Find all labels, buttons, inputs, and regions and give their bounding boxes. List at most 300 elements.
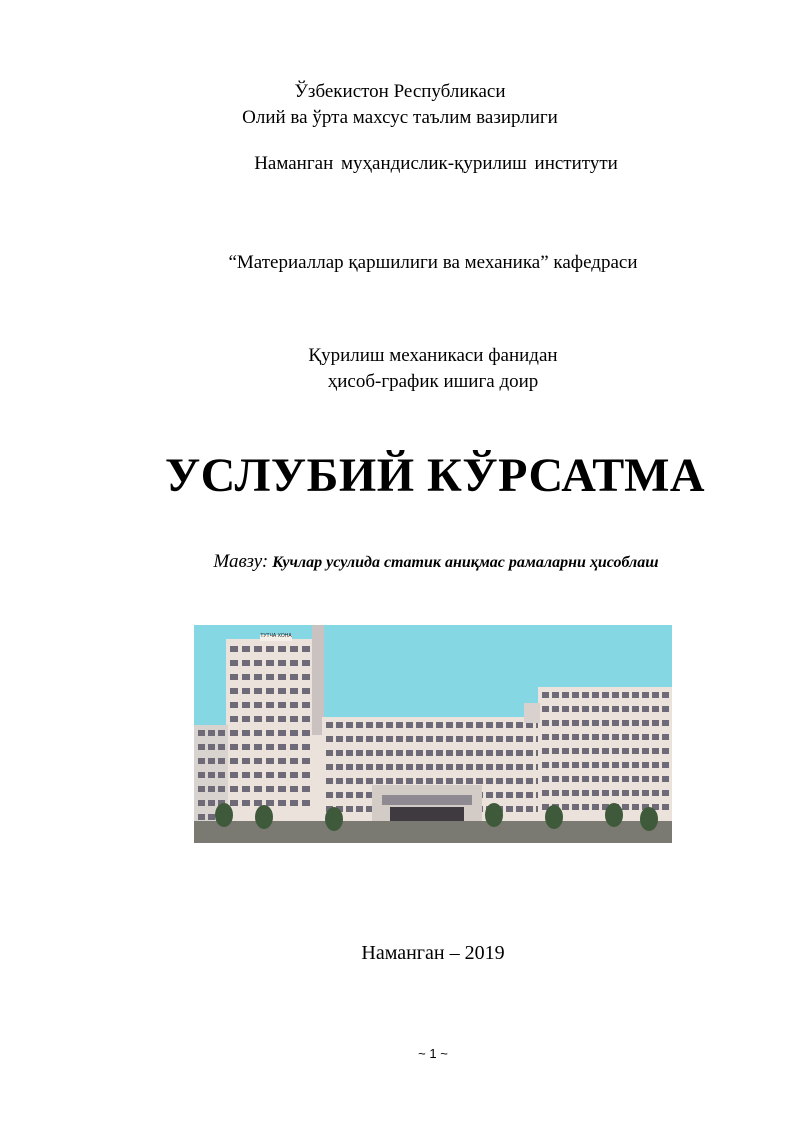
window: [592, 692, 599, 698]
window: [642, 706, 649, 712]
window: [552, 706, 559, 712]
window: [562, 804, 569, 810]
window: [622, 804, 629, 810]
roof-sign: ТУТЧА ХОНА: [260, 633, 292, 639]
topic-label: Мавзу:: [213, 551, 269, 572]
window: [302, 744, 310, 750]
window: [290, 772, 298, 778]
window: [572, 790, 579, 796]
window: [326, 750, 333, 756]
window: [230, 786, 238, 792]
window: [642, 776, 649, 782]
window: [230, 702, 238, 708]
window: [302, 800, 310, 806]
window: [254, 730, 262, 736]
window: [516, 806, 523, 812]
window: [406, 778, 413, 784]
window: [290, 688, 298, 694]
window: [622, 762, 629, 768]
window: [582, 776, 589, 782]
window: [572, 706, 579, 712]
window: [406, 722, 413, 728]
window: [516, 736, 523, 742]
tree: [640, 807, 658, 831]
window: [612, 734, 619, 740]
window: [254, 688, 262, 694]
window: [446, 778, 453, 784]
window: [336, 778, 343, 784]
window: [356, 750, 363, 756]
window: [662, 734, 669, 740]
window: [652, 790, 659, 796]
window: [208, 730, 215, 736]
window: [516, 778, 523, 784]
window: [592, 720, 599, 726]
window: [198, 786, 205, 792]
window: [622, 776, 629, 782]
window: [290, 716, 298, 722]
window: [198, 730, 205, 736]
window: [562, 734, 569, 740]
window: [602, 776, 609, 782]
window: [466, 722, 473, 728]
window: [662, 720, 669, 726]
window: [278, 772, 286, 778]
window: [356, 736, 363, 742]
window: [376, 722, 383, 728]
subject-block: [33, 343, 800, 395]
window: [572, 692, 579, 698]
window: [302, 716, 310, 722]
window: [266, 688, 274, 694]
subject-line-2: ҳисоб-график ишига доир: [327, 371, 539, 392]
window: [562, 748, 569, 754]
window: [366, 792, 373, 798]
window: [632, 706, 639, 712]
window: [416, 778, 423, 784]
window: [230, 716, 238, 722]
window: [346, 764, 353, 770]
window: [592, 776, 599, 782]
window: [406, 736, 413, 742]
window: [436, 722, 443, 728]
window: [456, 778, 463, 784]
window: [366, 750, 373, 756]
country-name: Ўзбекистон Республикаси: [294, 81, 506, 102]
window: [254, 786, 262, 792]
window: [612, 692, 619, 698]
window: [346, 778, 353, 784]
window: [602, 790, 609, 796]
window: [476, 764, 483, 770]
tree: [545, 805, 563, 829]
window: [254, 744, 262, 750]
window: [302, 660, 310, 666]
window: [622, 748, 629, 754]
window: [198, 814, 205, 820]
window: [386, 750, 393, 756]
window: [542, 692, 549, 698]
window: [446, 750, 453, 756]
window: [302, 646, 310, 652]
window: [436, 750, 443, 756]
window: [506, 792, 513, 798]
city-year: Наманган – 2019: [361, 942, 505, 964]
window: [652, 720, 659, 726]
window: [612, 776, 619, 782]
window: [266, 786, 274, 792]
window: [302, 772, 310, 778]
window: [466, 764, 473, 770]
window: [496, 778, 503, 784]
window: [572, 762, 579, 768]
window: [242, 800, 250, 806]
window: [622, 720, 629, 726]
window: [526, 736, 533, 742]
window: [266, 772, 274, 778]
window: [230, 758, 238, 764]
window: [218, 758, 225, 764]
window: [302, 730, 310, 736]
window: [416, 736, 423, 742]
window: [592, 734, 599, 740]
window: [326, 778, 333, 784]
window: [552, 776, 559, 782]
document-title: УСЛУБИЙ КЎРСАТМА: [164, 449, 706, 502]
window: [562, 720, 569, 726]
window: [592, 706, 599, 712]
window: [642, 734, 649, 740]
window: [290, 744, 298, 750]
window: [572, 804, 579, 810]
window: [254, 716, 262, 722]
window: [552, 734, 559, 740]
window: [526, 792, 533, 798]
window: [278, 758, 286, 764]
ministry-name: Олий ва ўрта махсус таълим вазирлиги: [242, 107, 558, 128]
window: [208, 772, 215, 778]
topic-value: Кучлар усулида статик аниқмас рамаларни ҳисоблаш: [272, 554, 659, 571]
window: [552, 748, 559, 754]
window: [516, 750, 523, 756]
window: [302, 786, 310, 792]
window: [254, 702, 262, 708]
window: [516, 722, 523, 728]
window: [208, 814, 215, 820]
window: [386, 736, 393, 742]
window: [476, 722, 483, 728]
window: [592, 804, 599, 810]
window: [290, 702, 298, 708]
institute-name: Наманган муҳандислик-қурилиш институти: [254, 153, 618, 174]
window: [582, 804, 589, 810]
window: [662, 790, 669, 796]
window: [612, 720, 619, 726]
window: [542, 762, 549, 768]
window: [652, 748, 659, 754]
tree: [325, 807, 343, 831]
window: [366, 778, 373, 784]
window: [506, 778, 513, 784]
window: [662, 776, 669, 782]
window: [526, 806, 533, 812]
window: [242, 660, 250, 666]
window: [218, 786, 225, 792]
window: [336, 722, 343, 728]
window: [526, 750, 533, 756]
window: [612, 706, 619, 712]
window: [552, 720, 559, 726]
window: [396, 736, 403, 742]
window: [652, 776, 659, 782]
window: [266, 758, 274, 764]
tree: [215, 803, 233, 827]
window: [652, 706, 659, 712]
window: [346, 806, 353, 812]
window: [208, 800, 215, 806]
window: [278, 688, 286, 694]
window: [242, 702, 250, 708]
window: [622, 706, 629, 712]
window: [516, 792, 523, 798]
tower-left: [226, 639, 322, 839]
window: [486, 778, 493, 784]
entrance-canopy: [382, 795, 472, 805]
window: [642, 692, 649, 698]
window: [506, 722, 513, 728]
window: [562, 776, 569, 782]
window: [602, 720, 609, 726]
window: [602, 734, 609, 740]
window: [230, 674, 238, 680]
window: [326, 722, 333, 728]
window: [406, 764, 413, 770]
window: [486, 764, 493, 770]
window: [290, 758, 298, 764]
window: [582, 706, 589, 712]
window: [290, 730, 298, 736]
window: [542, 776, 549, 782]
window: [218, 772, 225, 778]
window: [612, 762, 619, 768]
window: [346, 736, 353, 742]
window: [278, 674, 286, 680]
window: [456, 722, 463, 728]
window: [278, 800, 286, 806]
window: [652, 734, 659, 740]
window: [366, 806, 373, 812]
window: [230, 660, 238, 666]
window: [278, 730, 286, 736]
window: [486, 736, 493, 742]
window: [592, 748, 599, 754]
window: [278, 786, 286, 792]
window: [198, 772, 205, 778]
window: [376, 736, 383, 742]
window: [198, 744, 205, 750]
window: [290, 786, 298, 792]
window: [254, 646, 262, 652]
window: [446, 722, 453, 728]
window: [466, 778, 473, 784]
window: [506, 764, 513, 770]
window: [652, 692, 659, 698]
window: [476, 750, 483, 756]
window: [242, 730, 250, 736]
window: [356, 806, 363, 812]
window: [526, 764, 533, 770]
window: [486, 792, 493, 798]
window: [278, 744, 286, 750]
window: [416, 750, 423, 756]
window: [642, 720, 649, 726]
window: [632, 790, 639, 796]
window: [642, 748, 649, 754]
tree: [485, 803, 503, 827]
window: [426, 722, 433, 728]
window: [632, 748, 639, 754]
window: [254, 758, 262, 764]
window: [376, 764, 383, 770]
window: [416, 722, 423, 728]
window: [496, 764, 503, 770]
institute-building-photo: [194, 625, 672, 843]
window: [516, 764, 523, 770]
window: [230, 688, 238, 694]
window: [662, 804, 669, 810]
window: [336, 750, 343, 756]
window: [208, 744, 215, 750]
window: [266, 716, 274, 722]
window: [632, 720, 639, 726]
window: [426, 750, 433, 756]
window: [486, 750, 493, 756]
window: [242, 674, 250, 680]
window: [582, 692, 589, 698]
window: [622, 734, 629, 740]
window: [290, 646, 298, 652]
window: [266, 702, 274, 708]
window: [622, 692, 629, 698]
window: [266, 800, 274, 806]
window: [582, 720, 589, 726]
window: [496, 722, 503, 728]
window: [346, 792, 353, 798]
window: [290, 674, 298, 680]
window: [426, 736, 433, 742]
window: [242, 772, 250, 778]
window: [642, 790, 649, 796]
window: [326, 736, 333, 742]
window: [632, 762, 639, 768]
window: [230, 730, 238, 736]
window: [266, 646, 274, 652]
window: [582, 748, 589, 754]
window: [622, 790, 629, 796]
window: [572, 748, 579, 754]
window: [602, 706, 609, 712]
window: [662, 748, 669, 754]
window: [336, 736, 343, 742]
right-block-step: [524, 703, 540, 723]
topic-line: [36, 551, 800, 573]
window: [356, 792, 363, 798]
window: [652, 762, 659, 768]
window: [266, 744, 274, 750]
window: [426, 778, 433, 784]
window: [466, 736, 473, 742]
window: [562, 692, 569, 698]
window: [496, 750, 503, 756]
window: [366, 764, 373, 770]
window: [542, 706, 549, 712]
window: [356, 764, 363, 770]
window: [526, 778, 533, 784]
window: [456, 736, 463, 742]
window: [436, 778, 443, 784]
window: [230, 772, 238, 778]
window: [562, 790, 569, 796]
window: [632, 734, 639, 740]
window: [562, 762, 569, 768]
window: [562, 706, 569, 712]
window: [542, 748, 549, 754]
window: [290, 660, 298, 666]
window: [592, 762, 599, 768]
window: [230, 744, 238, 750]
window: [302, 674, 310, 680]
window: [242, 758, 250, 764]
window: [266, 730, 274, 736]
window: [632, 692, 639, 698]
window: [582, 734, 589, 740]
window: [198, 800, 205, 806]
window: [242, 786, 250, 792]
window: [346, 722, 353, 728]
window: [632, 776, 639, 782]
window: [386, 778, 393, 784]
window: [278, 646, 286, 652]
window: [446, 736, 453, 742]
window: [416, 764, 423, 770]
window: [366, 722, 373, 728]
window: [552, 790, 559, 796]
window: [582, 762, 589, 768]
window: [198, 758, 205, 764]
window: [266, 674, 274, 680]
window: [356, 722, 363, 728]
window: [662, 692, 669, 698]
window: [436, 736, 443, 742]
window: [496, 736, 503, 742]
window: [230, 800, 238, 806]
window: [396, 722, 403, 728]
window: [572, 776, 579, 782]
window: [476, 778, 483, 784]
window: [506, 750, 513, 756]
window: [230, 646, 238, 652]
window: [376, 778, 383, 784]
window: [602, 748, 609, 754]
window: [592, 790, 599, 796]
window: [218, 730, 225, 736]
window: [266, 660, 274, 666]
window: [242, 716, 250, 722]
window: [386, 764, 393, 770]
page-number: ~ 1 ~: [418, 1046, 448, 1061]
window: [602, 692, 609, 698]
window: [396, 778, 403, 784]
